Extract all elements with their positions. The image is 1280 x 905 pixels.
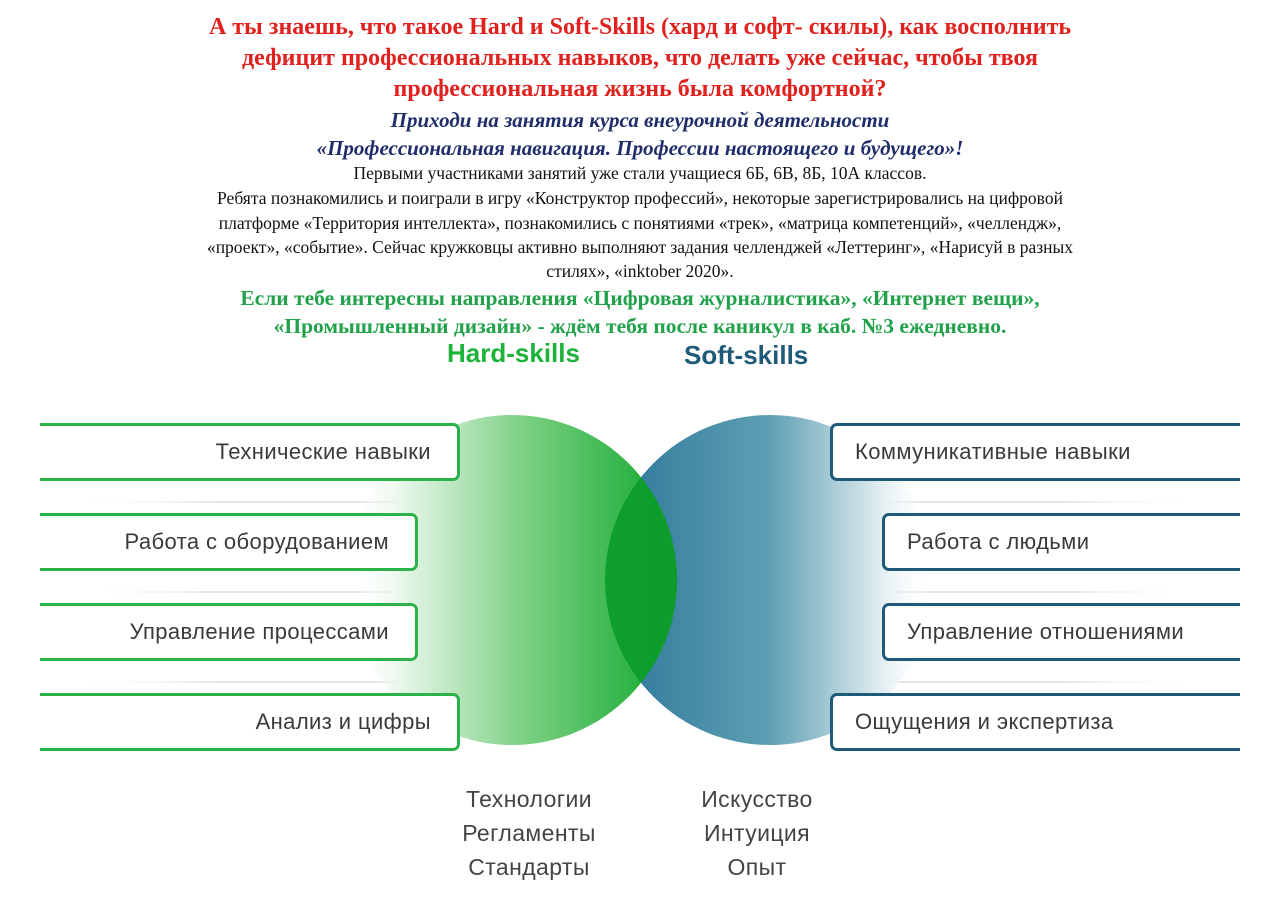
hard-skill-item: Работа с оборудованием (40, 513, 418, 571)
soft-skill-item: Ощущения и экспертиза (830, 693, 1240, 751)
hard-keyword: Регламенты (462, 820, 596, 846)
soft-keyword: Искусство (701, 786, 813, 812)
hard-skills-title: Hard-skills (447, 338, 580, 368)
body-line-4: «проект», «событие». Сейчас кружковцы активно выполняют задания челленджей «Леттеринг», «Нарисуй в разных (206, 237, 1074, 257)
hard-skill-item: Управление процессами (40, 603, 418, 661)
body-line-2: Ребята познакомились и поиграли в игру «Конструктор профессий», некоторые зарегистрировались на цифровой (217, 188, 1063, 208)
hard-skill-item: Анализ и цифры (40, 693, 460, 751)
body-line-5: стилях», «inktober 2020». (546, 261, 734, 281)
soft-keyword: Интуиция (703, 820, 811, 846)
hard-keyword: Стандарты (468, 854, 590, 880)
question-line-2: дефицит профессиональных навыков, что делать уже сейчас, чтобы твоя (241, 45, 1038, 71)
body-line-1: Первыми участниками занятий уже стали учащиеся 6Б, 6В, 8Б, 10А классов. (353, 163, 927, 183)
invite-line-1: Приходи на занятия курса внеурочной деятельности (390, 108, 890, 132)
call-line-2: «Промышленный дизайн» - ждём тебя после каникул в каб. №3 ежедневно. (273, 314, 1007, 338)
soft-skill-item: Работа с людьми (882, 513, 1240, 571)
question-line-1: А ты знаешь, что такое Hard и Soft-Skills (хард и софт- скилы), как восполнить (208, 14, 1072, 40)
soft-skill-item: Коммуникативные навыки (830, 423, 1240, 481)
question-line-3: профессиональная жизнь была комфортной? (393, 76, 887, 102)
soft-skills-title: Soft-skills (684, 340, 809, 370)
call-line-1: Если тебе интересны направления «Цифровая журналистика», «Интернет вещи», (240, 286, 1040, 310)
hard-skill-item: Технические навыки (40, 423, 460, 481)
invite-line-2: «Профессиональная навигация. Профессии настоящего и будущего»! (316, 136, 964, 160)
soft-skill-item: Управление отношениями (882, 603, 1240, 661)
body-line-3: платформе «Территория интеллекта», познакомились с понятиями «трек», «матрица компетенций», «челлендж», (218, 213, 1062, 233)
soft-keyword: Опыт (727, 854, 787, 880)
hard-keyword: Технологии (465, 786, 593, 812)
